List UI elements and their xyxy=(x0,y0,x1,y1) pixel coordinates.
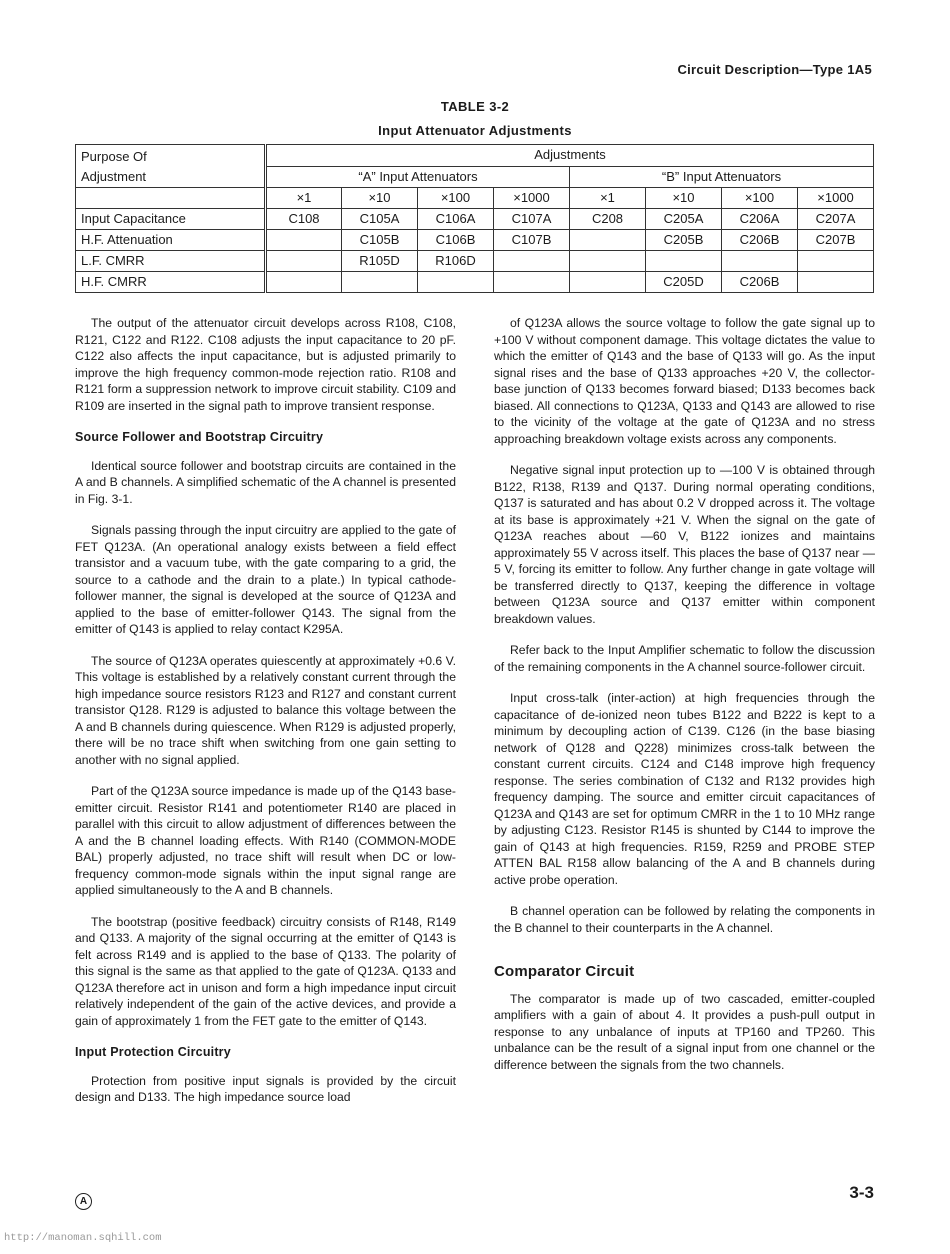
right-text-column xyxy=(494,315,875,1088)
table-cell xyxy=(722,251,798,272)
table-row xyxy=(76,209,874,230)
section-heading: Input Protection Circuitry xyxy=(75,1045,231,1059)
table-cell xyxy=(266,272,342,293)
table-cell: C206B xyxy=(722,230,798,251)
paragraph: Negative signal input protection up to —100 V is obtained through B122, R138, R139 and Q137. During normal operating conditions, Q137 is saturated and has about 0.2 V dropped across it. The voltage at its base is approximately +21 V. When the signal on the gate of Q123A reaches about —60 V, B122 ionizes and maintains approximately 55 V across itself. This places the base of Q137 near —5 V, forcing its emitter to follow. Any further change in gate voltage will be transferred directly to Q137, keeping the difference in voltage between Q123A source and Q137 emitter within component breakdown values. xyxy=(494,463,875,626)
table-cell xyxy=(266,230,342,251)
publisher-logo-icon: A xyxy=(75,1193,92,1210)
group-a-header: “A” Input Attenuators xyxy=(266,166,570,188)
row-purpose: H.F. Attenuation xyxy=(76,230,266,251)
table-cell xyxy=(494,272,570,293)
table-cell xyxy=(570,251,646,272)
table-cell: R105D xyxy=(342,251,418,272)
table-cell: R106D xyxy=(418,251,494,272)
table-row xyxy=(76,272,874,293)
section-heading: Comparator Circuit xyxy=(494,963,635,980)
paragraph: Part of the Q123A source impedance is made up of the Q143 base-emitter circuit. Resistor R141 and potentiometer R140 are placed in parallel with this circuit to allow adjustment of differences between the A and the B channel loading effects. With R140 (COMMON-MODE BAL) properly adjusted, no trace shift will result when DC or low-frequency common-mode signals within the input signal range are applied simultaneously to the A and B channels. xyxy=(75,784,456,897)
table-cell: C105A xyxy=(342,209,418,230)
adjustments-header: Adjustments xyxy=(266,145,874,167)
table-cell xyxy=(570,272,646,293)
column-header: ×1000 xyxy=(798,188,874,209)
table-cell: C108 xyxy=(266,209,342,230)
row-purpose: H.F. CMRR xyxy=(76,272,266,293)
adjustments-table xyxy=(75,144,874,293)
purpose-header-blank xyxy=(76,188,266,209)
column-header: ×10 xyxy=(646,188,722,209)
table-row xyxy=(76,230,874,251)
table-cell: C107B xyxy=(494,230,570,251)
running-header: Circuit Description—Type 1A5 xyxy=(677,62,872,77)
table-subtitle: Input Attenuator Adjustments xyxy=(378,123,572,138)
column-header: ×1000 xyxy=(494,188,570,209)
table-cell: C106A xyxy=(418,209,494,230)
table-cell xyxy=(494,251,570,272)
table-title: TABLE 3-2 xyxy=(440,99,510,114)
row-purpose: L.F. CMRR xyxy=(76,251,266,272)
paragraph: The comparator is made up of two cascaded, emitter-coupled amplifiers with a gain of about 4. It provides a push-pull output in response to any unbalance of inputs at TP160 and TP260. This unbalance can be the result of a signal input from one channel or the difference between the signals from the two channels. xyxy=(494,991,875,1072)
paragraph: Protection from positive input signals is provided by the circuit design and D133. The high impedance source load xyxy=(75,1073,456,1104)
column-header: ×10 xyxy=(342,188,418,209)
group-b-header: “B” Input Attenuators xyxy=(570,166,874,188)
table-cell xyxy=(798,251,874,272)
row-purpose: Input Capacitance xyxy=(76,209,266,230)
table-row xyxy=(76,251,874,272)
table-cell: C207B xyxy=(798,230,874,251)
table-cell: C206A xyxy=(722,209,798,230)
table-cell: C206B xyxy=(722,272,798,293)
table-cell: C106B xyxy=(418,230,494,251)
paragraph: B channel operation can be followed by relating the components in the B channel to their counterparts in the A channel. xyxy=(494,904,875,935)
table-cell xyxy=(418,272,494,293)
paragraph: The bootstrap (positive feedback) circuitry consists of R148, R149 and Q133. A majority of the signal occurring at the emitter of Q143 is felt across R149 and is applied to the base of Q133. The polarity of this signal is the same as that applied to the gate of Q123A. Q133 and Q123A therefore act in unison and form a high impedance input circuit relatively independent of the gain of the active devices, and provide a gain of approximately 1 from the FET gate to the emitter of Q143. xyxy=(75,914,456,1028)
left-text-column xyxy=(75,315,456,1121)
paragraph: Signals passing through the input circuitry are applied to the gate of FET Q123A. (An operational analogy exists between a field effect transistor and a vacuum tube, with the gate comparing to a grid, the source to a cathode and the drain to a plate.) In typical cathode-follower manner, the signal is developed at the source of Q123A and applied to the base of emitter-follower Q143. The signal from the emitter of Q143 is applied to relay contact K295A. xyxy=(75,523,456,636)
table-cell: C205D xyxy=(646,272,722,293)
table-cell xyxy=(266,251,342,272)
column-header: ×1 xyxy=(570,188,646,209)
table-cell xyxy=(798,272,874,293)
column-header: ×100 xyxy=(418,188,494,209)
paragraph: The output of the attenuator circuit develops across R108, C108, R121, C122 and R122. C108 adjusts the input capacitance to 20 pF. C122 also affects the input capacitance, but is adjusted primarily to improve the high frequency common-mode rejection ratio. R108 and R121 form a suppression network to improve circuit stability. C109 and R109 are inserted in the signal path to improve transient response. xyxy=(75,316,456,413)
paragraph: The source of Q123A operates quiescently at approximately +0.6 V. This voltage is established by a relatively constant current through the high impedance source resistors R123 and R127 and constant current transistor Q128. R129 is adjusted to balance this voltage between the A and B channels during quiescence. When R129 is adjusted properly, there will be no trace shift when switching from one gain setting to another with no signal applied. xyxy=(75,653,456,767)
table-cell: C205B xyxy=(646,230,722,251)
column-header: ×1 xyxy=(266,188,342,209)
paragraph: Input cross-talk (inter-action) at high frequencies through the capacitance of de-ionized neon tubes B122 and B222 is kept to a minimum by decoupling action of C139. C126 (in the base biasing network of Q128 and Q228) minimizes cross-talk between the constant current circuits. C124 and C148 improve high frequency response. The series combination of C132 and R132 provides high frequency damping. The source and emitter circuit capacitances of Q123A and Q143 are set for optimum CMRR in the 1 to 10 MHz range by adjusting C123. Resistor R145 is shunted by C144 to improve the gain of Q143 at high frequencies. R159, R259 and PROBE STEP ATTEN BAL R158 allow balancing of the A and B channels during active probe operation. xyxy=(494,691,875,887)
table-cell: C205A xyxy=(646,209,722,230)
paragraph: of Q123A allows the source voltage to follow the gate signal up to +100 V without component damage. This voltage dictates the value to which the emitter of Q143 and the base of Q133 will go. As the input signal rises and the base of Q133 approaches +20 V, the collector-base junction of Q133 becomes forward biased; D133 becomes back biased. All connections to Q123A, Q133 and Q143 are allowed to rise to the vicinity of the voltage at the gate of Q123A and no stress approaching breakdown voltage exists across any components. xyxy=(494,316,875,446)
table-cell xyxy=(570,230,646,251)
section-heading: Source Follower and Bootstrap Circuitry xyxy=(75,430,324,444)
page-number: 3-3 xyxy=(849,1183,874,1202)
table-cell: C208 xyxy=(570,209,646,230)
url-watermark: http://manoman.sqhill.com xyxy=(4,1232,162,1244)
paragraph: Refer back to the Input Amplifier schematic to follow the discussion of the remaining components in the A channel source-follower circuit. xyxy=(494,643,875,674)
table-cell xyxy=(342,272,418,293)
column-header: ×100 xyxy=(722,188,798,209)
purpose-header: Purpose Of Adjustment xyxy=(76,145,266,188)
table-cell: C107A xyxy=(494,209,570,230)
table-cell xyxy=(646,251,722,272)
table-cell: C105B xyxy=(342,230,418,251)
table-cell: C207A xyxy=(798,209,874,230)
paragraph: Identical source follower and bootstrap circuits are contained in the A and B channels. A simplified schematic of the A channel is presented in Fig. 3-1. xyxy=(75,458,456,506)
